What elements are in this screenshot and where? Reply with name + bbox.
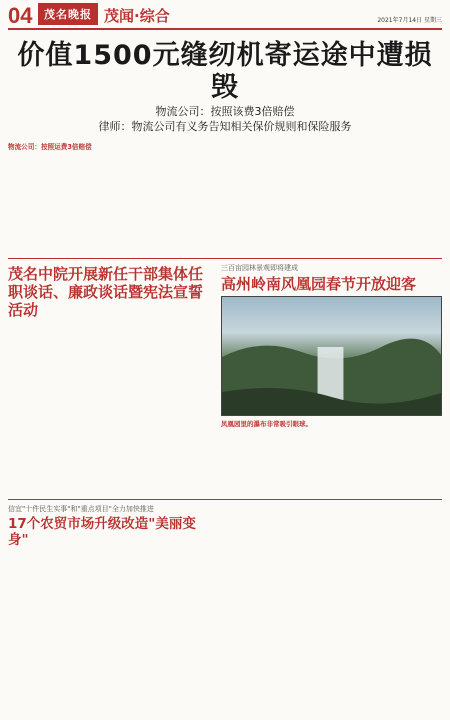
market-article (8, 504, 213, 720)
lead-article-column (8, 138, 112, 254)
page-number: 04 (8, 3, 33, 28)
middle-row (8, 263, 442, 495)
court-article-title: 茂名中院开展新任干部集体任职谈话、廉政谈话暨宪法宣誓活动 (8, 265, 204, 319)
court-article-column (8, 323, 108, 511)
court-article (8, 263, 213, 495)
market-article-column (8, 552, 108, 720)
garden-article-column (221, 432, 329, 512)
garden-article-kicker: 三百亩园林景观即将建成 (221, 264, 298, 272)
market-article-title: 17个农贸市场升级改造"美丽变身" (8, 516, 196, 548)
lead-article-body (8, 138, 442, 254)
garden-article-body (221, 432, 442, 512)
market-article-body (8, 552, 213, 720)
bottom-row (8, 504, 442, 720)
garden-article-column (335, 432, 443, 512)
divider (8, 258, 442, 259)
market-article-column (114, 552, 214, 720)
newspaper-brand: 茂名晚报 (38, 3, 98, 25)
masthead (8, 0, 442, 30)
lead-article-subtitle-1: 物流公司：按照该费3倍赔偿 (155, 105, 295, 118)
garden-article (221, 263, 442, 495)
lead-article-inline-headline: 物流公司：按照运费3倍赔偿 (8, 143, 92, 151)
market-article-kicker: 信宜"十件民生实事"和"重点项目"全力加快推进 (8, 505, 154, 513)
dateline: 2021年7月14日 星期三 (377, 17, 442, 24)
photo-caption: 凤凰园里的瀑布非常吸引眼球。 (221, 420, 312, 428)
lead-article-column (118, 138, 222, 254)
lead-article-column (338, 138, 442, 254)
garden-photo (221, 296, 442, 416)
court-article-column (114, 323, 214, 511)
lead-article-header (8, 40, 442, 134)
garden-article-title: 高州岭南风凰园春节开放迎客 (221, 275, 417, 293)
lead-article-title: 价值1500元缝纫机寄运途中遭损毁 (17, 40, 433, 103)
section-title: 茂闻·综合 (104, 7, 170, 25)
lead-article-subtitle-2: 律师：物流公司有义务告知相关保价规则和保险服务 (98, 120, 352, 133)
waterfall-image (222, 297, 441, 415)
lead-article-column (228, 138, 332, 254)
court-article-body (8, 323, 213, 511)
